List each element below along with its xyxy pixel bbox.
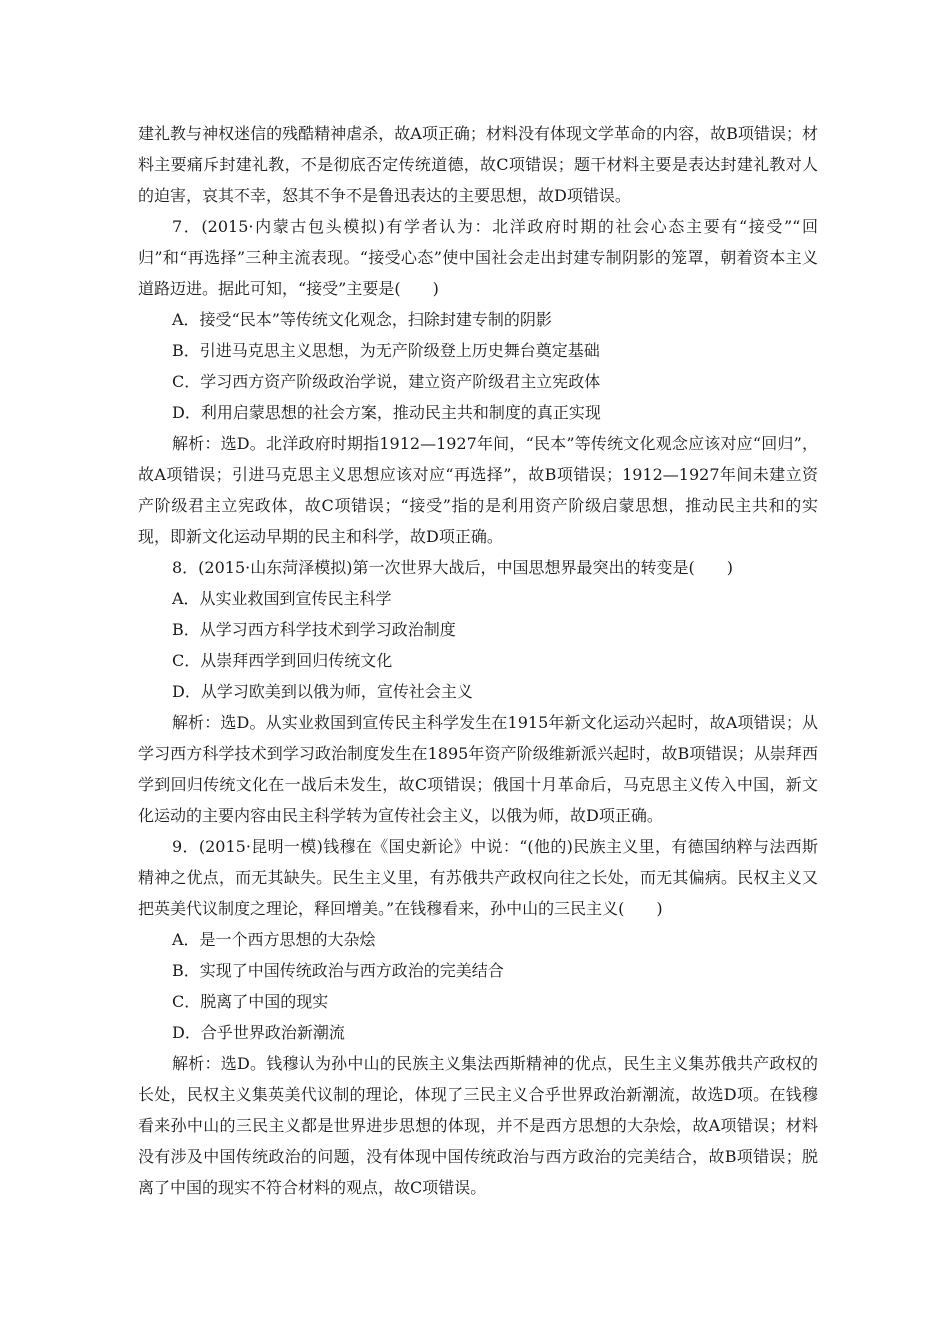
analysis-7: 解析：选D。北洋政府时期指1912—1927年间，“民本”等传统文化观念应该对应“回归”，故A项错误；引进马克思主义思想应该对应“再选择”，故B项错误；1912—1927年间未建立资产阶级君主立宪政体，故C项错误；“接受”指的是利用资产阶级启蒙思想，推动民主共和的实现，即新文化运动早期的民主和科学，故D项正确。 bbox=[138, 434, 818, 546]
option-8b: B．从学习西方科学技术到学习政治制度 bbox=[172, 620, 456, 639]
option-8d: D．从学习欧美到以俄为师，宣传社会主义 bbox=[172, 682, 473, 701]
option-7c: C．学习西方资产阶级政治学说，建立资产阶级君主立宪政体 bbox=[172, 372, 601, 391]
paragraph-continuation: 建礼教与神权迷信的残酷精神虐杀，故A项正确；材料没有体现文学革命的内容，故B项错误；材料主要痛斥封建礼教，不是彻底否定传统道德，故C项错误；题干材料主要是表达封建礼教对人的迫害，哀其不幸，怒其不争不是鲁迅表达的主要思想，故D项错误。 bbox=[138, 124, 818, 205]
question-7: 7．(2015·内蒙古包头模拟)有学者认为：北洋政府时期的社会心态主要有“接受”“回归”和“再选择”三种主流表现。“接受心态”使中国社会走出封建专制阴影的笼罩，朝着资本主义道路迈进。据此可知，“接受”主要是( ) bbox=[138, 217, 818, 298]
question-8: 8．(2015·山东菏泽模拟)第一次世界大战后，中国思想界最突出的转变是( ) bbox=[172, 558, 733, 577]
option-9c: C．脱离了中国的现实 bbox=[172, 992, 329, 1011]
analysis-9: 解析：选D。钱穆认为孙中山的民族主义集法西斯精神的优点，民生主义集苏俄共产政权的长处，民权主义集英美代议制的理论，体现了三民主义合乎世界政治新潮流，故选D项。在钱穆看来孙中山的三民主义都是世界进步思想的体现，并不是西方思想的大杂烩，故A项错误；材料没有涉及中国传统政治的问题，没有体现中国传统政治与西方政治的完美结合，故B项错误；脱离了中国的现实不符合材料的观点，故C项错误。 bbox=[138, 1054, 818, 1197]
option-8a: A．从实业救国到宣传民主科学 bbox=[172, 589, 392, 608]
option-7d: D．利用启蒙思想的社会方案，推动民主共和制度的真正实现 bbox=[172, 403, 601, 422]
option-7b: B．引进马克思主义思想，为无产阶级登上历史舞台奠定基础 bbox=[172, 341, 600, 360]
option-7a: A．接受“民本”等传统文化观念，扫除封建专制的阴影 bbox=[172, 310, 552, 329]
document-body bbox=[138, 118, 818, 1203]
option-9a: A．是一个西方思想的大杂烩 bbox=[172, 930, 376, 949]
option-8c: C．从崇拜西学到回归传统文化 bbox=[172, 651, 393, 670]
option-9b: B．实现了中国传统政治与西方政治的完美结合 bbox=[172, 961, 504, 980]
question-9: 9．(2015·昆明一模)钱穆在《国史新论》中说：“(他的)民族主义里，有德国纳粹与法西斯精神之优点，而无其缺失。民生主义里，有苏俄共产政权向往之长处，而无其偏病。民权主义又把英美代议制度之理论，释回增美。”在钱穆看来，孙中山的三民主义( ) bbox=[138, 837, 818, 918]
option-9d: D．合乎世界政治新潮流 bbox=[172, 1023, 345, 1042]
analysis-8: 解析：选D。从实业救国到宣传民主科学发生在1915年新文化运动兴起时，故A项错误；从学习西方科学技术到学习政治制度发生在1895年资产阶级维新派兴起时，故B项错误；从崇拜西学到回归传统文化在一战后未发生，故C项错误；俄国十月革命后，马克思主义传入中国，新文化运动的主要内容由民主科学转为宣传社会主义，以俄为师，故D项正确。 bbox=[138, 713, 818, 825]
